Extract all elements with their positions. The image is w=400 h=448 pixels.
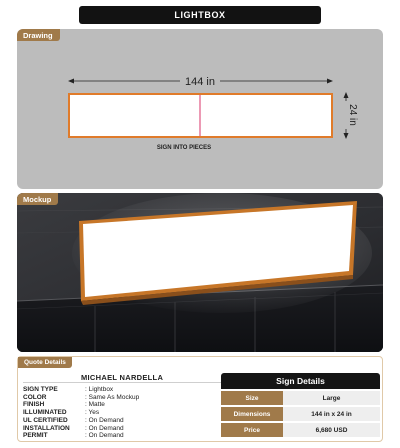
spec-row-installation [23, 425, 223, 433]
spec-row-illuminated [23, 409, 223, 417]
sign-details-value: 144 in x 24 in [283, 407, 380, 421]
spec-value: : On Demand [85, 432, 124, 440]
mockup-panel [17, 193, 383, 352]
spec-value: : Matte [85, 401, 105, 409]
mockup-tab: Mockup [17, 193, 58, 205]
width-arrow-right [327, 79, 333, 84]
height-label: 24 in [347, 104, 358, 126]
spec-list [23, 386, 223, 440]
sign-details-label: Dimensions [221, 407, 283, 421]
spec-value: : Same As Mockup [85, 393, 140, 401]
spec-label: UL CERTIFIED [23, 416, 68, 424]
spec-value: : On Demand [85, 416, 124, 424]
spec-row-color [23, 394, 223, 402]
width-label: 144 in [185, 76, 215, 88]
sign-details-title: Sign Details [221, 373, 380, 389]
width-arrow-left [68, 79, 74, 84]
sign-details-row-dimensions [221, 407, 380, 421]
client-name: MICHAEL NARDELLA [81, 373, 164, 382]
spec-value: : Lightbox [85, 386, 114, 393]
spec-value: : Yes [85, 409, 100, 417]
spec-row-ul-certified [23, 417, 223, 425]
spec-label: PERMIT [23, 432, 48, 440]
sign-details-row-size [221, 391, 380, 405]
quote-details-tab: Quote Details [18, 357, 72, 368]
spec-label: SIGN TYPE [23, 386, 58, 393]
drawing-panel [17, 29, 383, 189]
height-arrow-bottom [344, 133, 349, 139]
sign-details-label: Price [221, 423, 283, 437]
client-divider [23, 382, 223, 383]
spec-label: INSTALLATION [23, 424, 70, 432]
spec-value: : On Demand [85, 424, 124, 432]
sign-note: SIGN INTO PIECES [156, 145, 212, 151]
height-arrow-top [344, 92, 349, 98]
spec-row-permit [23, 432, 223, 440]
spec-label: COLOR [23, 393, 47, 401]
sign-details-table [221, 373, 380, 437]
spec-row-sign-type [23, 386, 223, 394]
drawing-tab: Drawing [17, 29, 60, 41]
mockup-scene [17, 193, 383, 352]
sign-details-value: 6,680 USD [283, 423, 380, 437]
sign-details-row-price [221, 423, 380, 437]
spec-label: ILLUMINATED [23, 409, 67, 417]
quote-details-panel [17, 356, 383, 442]
sign-details-label: Size [221, 391, 283, 405]
spec-row-finish [23, 401, 223, 409]
sign-details-value: Large [283, 391, 380, 405]
drawing-diagram [17, 29, 383, 189]
spec-label: FINISH [23, 401, 45, 409]
page-title: LIGHTBOX [79, 6, 321, 24]
